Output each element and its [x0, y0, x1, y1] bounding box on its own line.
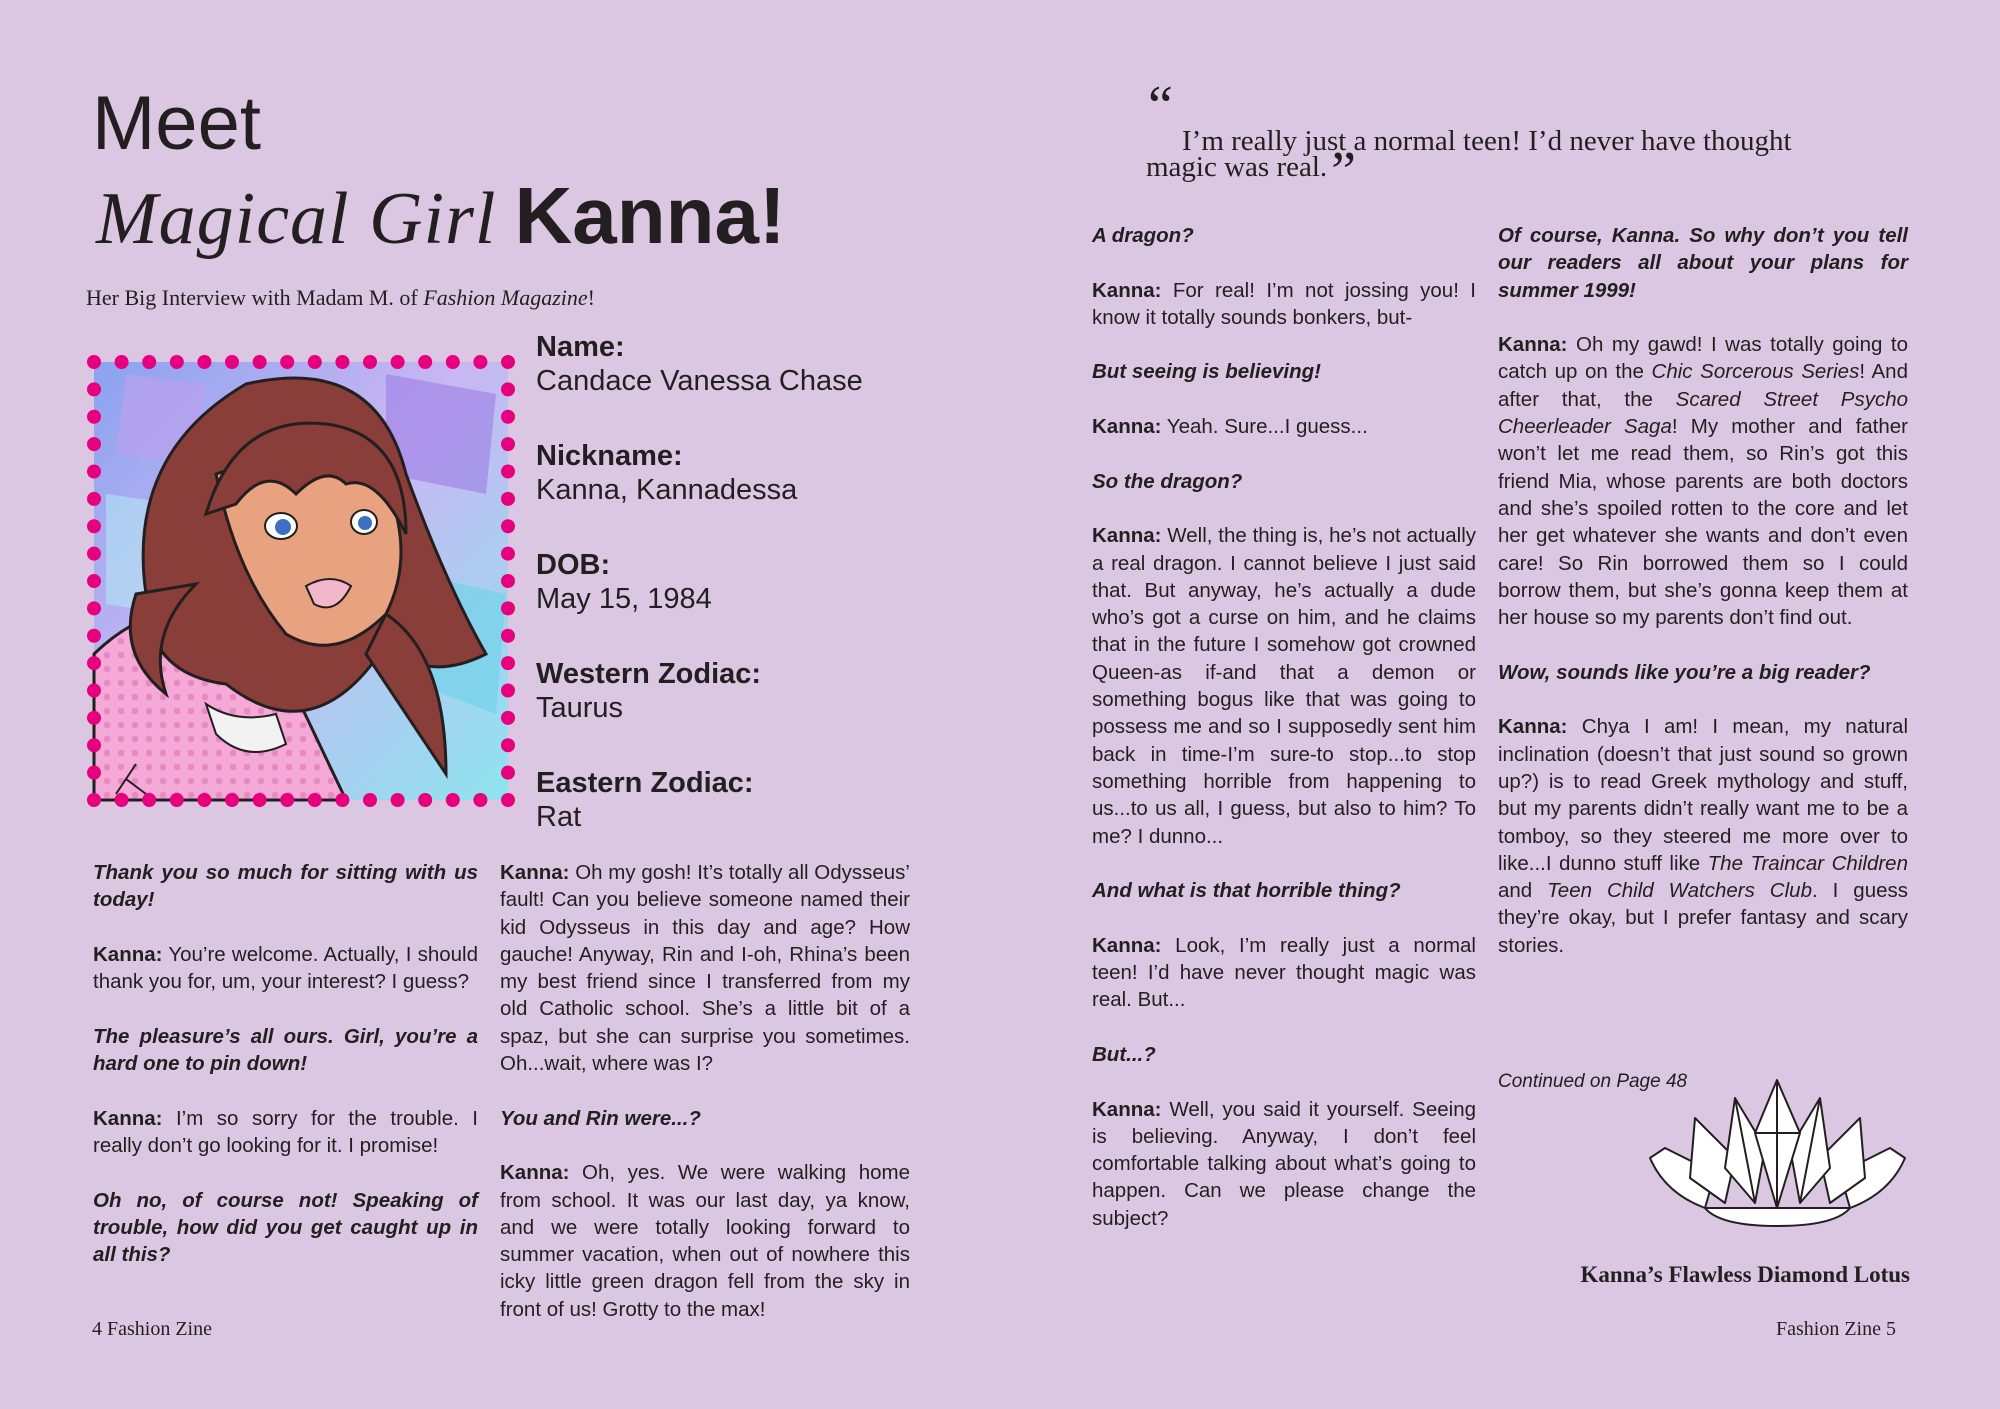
answer-text: Look, I’m really just a normal teen! I’d have never thought magic was real. But...	[1092, 933, 1476, 1012]
answer	[1092, 1096, 1476, 1232]
frame-dot	[501, 601, 515, 615]
continued-note: Continued on Page 48	[1498, 1071, 1688, 1092]
frame-dot	[501, 684, 515, 698]
question: A dragon?	[1092, 224, 1194, 247]
subtitle-end: !	[587, 285, 595, 310]
frame-dot	[501, 465, 515, 479]
profile-western-zodiac-value: Taurus	[536, 692, 624, 724]
book-title: The Traincar Children	[1707, 851, 1908, 875]
frame-dot	[87, 711, 101, 725]
right-column-1	[1092, 222, 1476, 1259]
title-meet: Meet	[92, 81, 261, 166]
title-name: Kanna!	[514, 171, 786, 260]
speaker: Kanna:	[93, 942, 163, 966]
book-title: Chic Sorcerous Series	[1651, 360, 1860, 384]
frame-dot	[418, 355, 432, 369]
profile-nickname-value: Kanna, Kannadessa	[536, 474, 798, 506]
profile-name	[536, 330, 936, 398]
frame-dot	[501, 492, 515, 506]
speaker: Kanna:	[1498, 333, 1568, 357]
frame-dot	[280, 793, 294, 807]
answer-text: Oh my gawd! I was totally going to catch up on the	[1498, 333, 1908, 384]
profile-western-zodiac	[536, 657, 936, 725]
answer	[1092, 277, 1476, 332]
profile-dob-value: May 15, 1984	[536, 583, 712, 615]
frame-dot	[87, 465, 101, 479]
answer	[500, 859, 910, 1077]
answer	[1498, 331, 1908, 631]
frame-dot	[501, 793, 515, 807]
frame-dot	[87, 355, 101, 369]
frame-dot	[87, 492, 101, 506]
frame-dot	[391, 793, 405, 807]
frame-dot	[446, 793, 460, 807]
frame-dot	[197, 793, 211, 807]
frame-dot	[87, 656, 101, 670]
frame-dot	[87, 547, 101, 561]
answer	[1092, 522, 1476, 850]
frame-dot	[197, 355, 211, 369]
frame-dot	[501, 711, 515, 725]
subtitle	[86, 285, 595, 311]
frame-dot	[501, 437, 515, 451]
right-column-2	[1498, 222, 1908, 986]
frame-dot	[335, 355, 349, 369]
answer-text: Well, you said it yourself. Seeing is believing. Anyway, I don’t feel comfortable talking about what’s going to happen. Can we please change the subject?	[1092, 1097, 1476, 1230]
profile-name-value: Candace Vanessa Chase	[536, 365, 863, 397]
page-title	[96, 170, 786, 262]
question: Thank you so much for sitting with us today!	[93, 861, 478, 912]
frame-dot	[87, 601, 101, 615]
frame-dot	[87, 382, 101, 396]
frame-dot	[363, 793, 377, 807]
profile-dob	[536, 548, 936, 616]
frame-dot	[501, 547, 515, 561]
answer-text: . I guess they’re okay, but I prefer fantasy and scary stories.	[1498, 879, 1908, 957]
profile-eastern-zodiac-value: Rat	[536, 801, 582, 833]
answer	[93, 941, 478, 996]
frame-dot	[87, 738, 101, 752]
profile-nickname-label: Nickname:	[536, 440, 683, 472]
frame-dot	[363, 355, 377, 369]
frame-dot	[501, 519, 515, 533]
profile-eastern-zodiac-label: Eastern Zodiac:	[536, 767, 754, 799]
frame-dot	[501, 355, 515, 369]
answer	[500, 1159, 910, 1323]
lotus-icon	[1645, 1078, 1910, 1228]
answer-text: Oh my gosh! It’s totally all Odysseus’ fault! Can you believe someone named their kid Odysseus in this day and age? How gauche! Anyway, Rin and I-oh, Rhina’s been my best friend since I transferred from my old Catholic school. She’s a little bit of a spaz, but she can surprise you sometimes. Oh...wait, where was I?	[500, 861, 910, 1076]
speaker: Kanna:	[500, 861, 570, 884]
answer	[1092, 932, 1476, 1014]
frame-dot	[308, 793, 322, 807]
question: Of course, Kanna. So why don’t you tell our readers all about your plans for summer 1999!	[1498, 224, 1908, 302]
frame-dot	[225, 793, 239, 807]
frame-dot	[501, 410, 515, 424]
speaker: Kanna:	[1092, 278, 1162, 302]
frame-dot	[170, 793, 184, 807]
frame-dot	[501, 382, 515, 396]
frame-dot	[391, 355, 405, 369]
left-column-2	[500, 859, 910, 1350]
answer-text: Well, the thing is, he’s not actually a real dragon. I cannot believe I just said that. But anyway, he’s actually a dude who’s got a curse on him, and he claims that in the future I somehow got crowned Queen-as if-and that a demon or something bogus like that was going to possess me and so I supposedly sent him back in time-I’m sure-to stop...to stop something horrible from happening to us...to us all, I guess, but also to him? To me? I dunno...	[1092, 524, 1476, 848]
page-footer-left: 4 Fashion Zine	[92, 1318, 212, 1340]
quote-close-mark: ”	[1331, 141, 1357, 203]
frame-dot	[87, 766, 101, 780]
question: But...?	[1092, 1042, 1156, 1066]
speaker: Kanna:	[1092, 415, 1162, 439]
answer-text: I’m so sorry for the trouble. I really don’t go looking for it. I promise!	[93, 1106, 478, 1157]
subtitle-magazine: Fashion Magazine	[423, 285, 588, 310]
answer-text: Oh, yes. We were walking home from school. It was our last day, ya know, and we were totally looking forward to summer vacation, when out of nowhere this icky little green dragon fell from the sky in front of us! Grotty to the max!	[500, 1161, 910, 1321]
frame-dot	[115, 355, 129, 369]
frame-dot	[280, 355, 294, 369]
profile-dob-label: DOB:	[536, 549, 611, 581]
speaker: Kanna:	[93, 1106, 163, 1130]
frame-dot	[501, 738, 515, 752]
frame-dot	[87, 629, 101, 643]
question: And what is that horrible thing?	[1092, 879, 1401, 903]
question: Oh no, of course not! Speaking of trouble, how did you get caught up in all this?	[93, 1188, 478, 1267]
question: You and Rin were...?	[500, 1106, 701, 1130]
answer-text: ! My mother and father won’t let me read them, so Rin’s got this friend Mia, whose parents are both doctors and she’s spoiled rotten to the core and let her get whatever she wants and don’t even care! So Rin borrowed them so I could borrow them, but she’s gonna keep them at her house so my parents don’t find out.	[1498, 415, 1908, 630]
frame-dot	[87, 437, 101, 451]
frame-dot	[87, 519, 101, 533]
frame-dot	[115, 793, 129, 807]
profile-nickname	[536, 439, 936, 507]
frame-dot	[253, 793, 267, 807]
frame-dot	[87, 793, 101, 807]
speaker: Kanna:	[1092, 933, 1162, 957]
answer	[1498, 713, 1908, 959]
kanna-portrait	[86, 354, 516, 808]
answer-text: ! And after that, the	[1498, 360, 1908, 411]
frame-dot	[335, 793, 349, 807]
frame-dot	[473, 355, 487, 369]
question: Wow, sounds like you’re a big reader?	[1498, 660, 1871, 684]
frame-dot	[142, 793, 156, 807]
frame-dot	[473, 793, 487, 807]
frame-dot	[253, 355, 267, 369]
answer-text: You’re welcome. Actually, I should thank you for, um, your interest? I guess?	[93, 942, 478, 994]
answer-text: Chya I am! I mean, my natural inclination (doesn’t that just sound so grown up?) is to read Greek mythology and stuff, but my parents didn’t really want me to be a tomboy, so they steered me more over to like...I dunno stuff like	[1498, 715, 1908, 875]
frame-dot	[446, 355, 460, 369]
frame-dot	[418, 793, 432, 807]
pull-quote-text: I’m really just a normal teen! I’d never have thought magic was real.	[1146, 125, 1792, 183]
frame-dot	[87, 684, 101, 698]
frame-dot	[501, 629, 515, 643]
subtitle-text: Her Big Interview with Madam M. of	[86, 285, 424, 310]
question: The pleasure’s all ours. Girl, you’re a hard one to pin down!	[93, 1024, 478, 1076]
answer	[93, 1105, 478, 1160]
page-footer-right: Fashion Zine 5	[1776, 1318, 1896, 1340]
profile-western-zodiac-label: Western Zodiac:	[536, 658, 762, 690]
speaker: Kanna:	[1498, 715, 1568, 739]
answer-text: For real! I’m not jossing you! I know it totally sounds bonkers, but-	[1092, 278, 1476, 329]
book-title: Teen Child Watchers Club	[1547, 879, 1812, 903]
profile-name-label: Name:	[536, 331, 625, 363]
frame-dot	[501, 656, 515, 670]
title-script: Magical Girl	[96, 178, 497, 260]
left-column-1	[93, 859, 478, 1296]
frame-dot	[308, 355, 322, 369]
question: So the dragon?	[1092, 469, 1243, 493]
frame-dot	[170, 355, 184, 369]
quote-open-mark: “	[1148, 75, 1173, 137]
speaker: Kanna:	[1092, 524, 1162, 548]
frame-dot	[87, 574, 101, 588]
frame-dot	[142, 355, 156, 369]
answer-text: and	[1498, 879, 1548, 903]
book-title: Scared Street Psycho Cheerleader Saga	[1498, 387, 1908, 439]
frame-dot	[501, 766, 515, 780]
speaker: Kanna:	[1092, 1097, 1162, 1121]
answer-text: Yeah. Sure...I guess...	[1161, 415, 1368, 439]
answer	[1092, 413, 1476, 440]
frame-dot	[501, 574, 515, 588]
frame-dot	[225, 355, 239, 369]
pull-quote	[1146, 125, 1846, 203]
question: But seeing is believing!	[1092, 360, 1321, 384]
lotus-caption: Kanna’s Flawless Diamond Lotus	[1580, 1262, 1910, 1287]
frame-dot	[87, 410, 101, 424]
speaker: Kanna:	[500, 1161, 570, 1185]
profile-eastern-zodiac	[536, 766, 936, 834]
